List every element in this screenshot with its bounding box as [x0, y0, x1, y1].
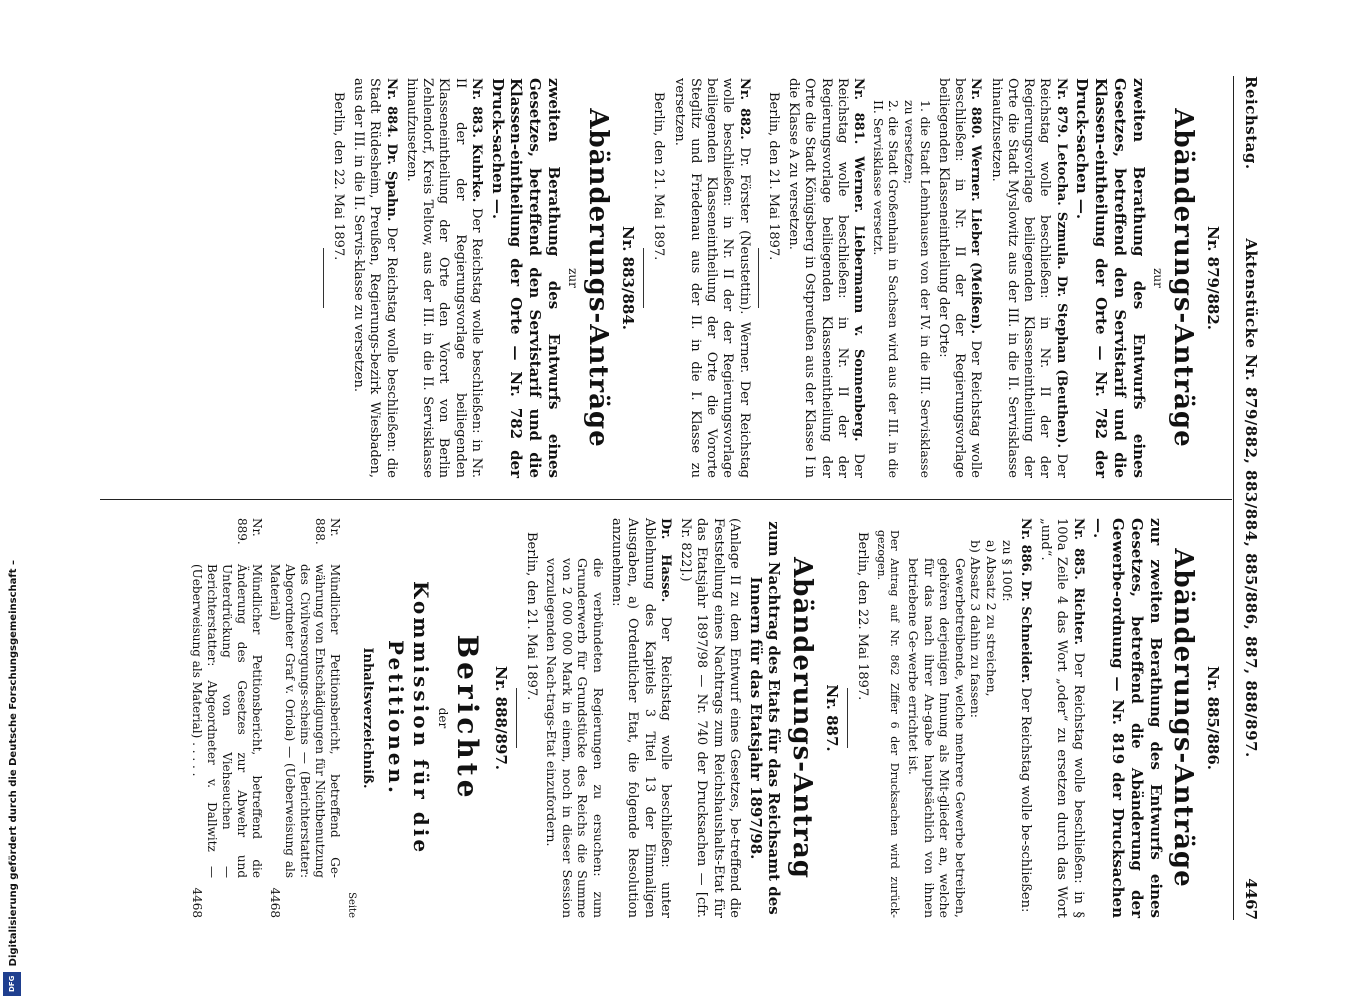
toc-number: Nr. 889. [234, 518, 264, 545]
entry-quote: die verbündeten Regierungen zu ersuchen: zum Grunderwerb für Grundstücke des Reichs die Summe von 2 000 000 Mark in einem, noch in dieser Session vorzulegenden Nach-trags-Etat einzufordern. [543, 558, 606, 918]
entry-880 [934, 78, 983, 478]
entry-881 [785, 78, 866, 478]
separator-rule [846, 688, 847, 748]
entry-text: Der Reichstag wolle beschließen: in Nr. II der der Regierungsvorlage beiliegenden Klasseneintheilung der Orte: [935, 78, 983, 478]
column-divider [100, 499, 1232, 500]
page-number: 4467 [1241, 878, 1260, 920]
entry-number: Nr. 879. [1053, 78, 1069, 138]
entry-date: Berlin, den 21. Mai 1897. [765, 92, 781, 261]
entry-number: Nr. 882. [736, 78, 752, 140]
section-number: Nr. 885/886. [1203, 665, 1222, 770]
entry-authors: Dr. Spahn. [383, 143, 399, 222]
entry-authors: Dr. Förster (Neustettin). Werner. [736, 147, 752, 374]
digitization-sidebar [0, 0, 26, 1000]
entry-quote: Gewerbetreibende, welche mehrere Gewerbe betreiben, gehören derjenigen Innung als Mit-glieder an, welche für das nach ihrer An-gabe hauptsächlich von ihnen betriebene Ge-werbe errichtet ist. [905, 558, 968, 918]
header-rule [1233, 76, 1234, 920]
entry-date: Berlin, den 22. Mai 1897. [854, 532, 870, 701]
entry-item: 1. die Stadt Lehnhausen von der IV. in die III. Servisklasse zu versetzen; [901, 100, 933, 478]
section-title: Abänderungs-Anträge [1167, 108, 1198, 448]
separator-rule [757, 248, 758, 308]
entry-883 [402, 78, 483, 478]
toc-row [266, 518, 341, 918]
entry-text: Der Reichstag wolle beschließen: in § 100a Zeile 4 das Wort „oder“ zu ersetzen durch das Wort „und“. [1037, 518, 1086, 918]
section-zur: zur [1150, 268, 1165, 288]
toc-number: Nr. 888. [312, 518, 342, 545]
toc-text: Mündlicher Petitionsbericht, betreffend die Änderung des Gesetzes zur Abwehr und Unterdrückung von Viehseuchen — Berichterstatter: Abgeordneter v. Dallwitz — (Ueberweisung als Material) . . . . . [189, 564, 264, 878]
entry-authors: Dr. Schneider. [1017, 580, 1033, 684]
entry-884 [350, 78, 399, 478]
separator-rule [322, 248, 323, 308]
section-der: der [435, 707, 450, 729]
entry-886 [1016, 518, 1032, 918]
toc-text: Mündlicher Petitionsbericht, betreffend Ge-währung von Entschädigungen für Nichtbenutzung des Civilversorgungs-scheins — (Berichterstatter: Abgeordneter Graf v. Oriola) — (Ueberweisung als Material) [267, 564, 342, 878]
separator-rule [516, 688, 517, 748]
entry-number: Nr. 880. [968, 78, 983, 139]
entry-887 [607, 518, 672, 918]
left-column [316, 78, 1227, 478]
digitization-credit: Digitalisierung gefördert durch die Deutsche Forschungsgemeinschaft – [7, 559, 19, 966]
section-number: Nr. 888/897. [491, 665, 510, 770]
entry-authors: Kuhrke. [468, 143, 484, 203]
section-subtitle: zur zweiten Berathung des Entwurfs eines Gesetzes, betreffend die Abänderung der Gewerbe-ordnung — Nr. 819 der Drucksachen —. [1090, 518, 1165, 918]
entry-885 [1037, 518, 1086, 918]
toc-page: 4468 [189, 887, 204, 918]
section-title: Berichte [450, 634, 484, 802]
entry-text: Der Reichstag wolle beschließen: in Nr. II der der Regierungsvorlage beiliegenden Klasseneintheilung der Orte die Stadt Königsberg in Ostpreußen aus der Klasse I in die Klasse A zu versetzen. [785, 78, 866, 478]
entry-text: Der Reichstag wolle beschließen: in Nr. II der der Regierungsvorlage beiliegenden Klasseneintheilung der Orte die Vororte Steglitz und Friedenau aus der II. in die I. Klasse zu versetzen. [671, 78, 752, 478]
entry-text: Der Reichstag wolle be-schließen: [1017, 687, 1033, 913]
dfg-logo-icon: DFG [3, 972, 21, 996]
entry-text: Der Reichstag wolle beschließen: unter Ablehnung des Kapitels 3 Titel 13 der Einmaligen Ausgaben, a) Ordentlicher Etat, die folgende Resolution anzunehmen: [608, 518, 673, 918]
entry-text: Der Reichstag wolle beschließen: die Stadt Rüdesheim, Preußen, Regierungs-bezirk Wiesbaden, aus der III. in die II. Servis-klasse zu versetzen. [350, 78, 399, 478]
section-subtitle: zum Nachtrag des Etats für das Reichsamt des Innern für das Etatsjahr 1897/98. [746, 521, 783, 915]
header-left: Reichstag. [1241, 76, 1260, 170]
section-number: Nr. 879/882. [1203, 225, 1222, 330]
entry-item: zu § 100f: [999, 540, 1015, 602]
toc-title: Inhaltsverzeichniß. [359, 647, 375, 789]
entry-number: Nr. 886. [1017, 518, 1033, 577]
section-title: Abänderungs-Anträge [583, 108, 613, 448]
entry-note: Der Antrag auf Nr. 862 Ziffer 6 der Drucksachen wird zurück-gezogen. [874, 530, 901, 918]
section-subtitle: Kommission für die Petitionen. [383, 580, 433, 856]
entry-authors: Richter. [1070, 587, 1086, 646]
toc-page: 4468 [267, 887, 282, 918]
entry-date: Berlin, den 21. Mai 1897. [651, 92, 666, 261]
entry-text: Der Reichstag wolle beschließen: in Nr. II der der Regierungsvorlage beiliegenden Klasseneintheilung der Orte den Vorort von Berlin Zehlendorf, Kreis Teltow, aus der III. in die II. Servisklasse hinaufzusetzen. [403, 78, 484, 478]
section-subtitle: zweiten Berathung des Entwurfs eines Gesetzes, betreffend den Servistarif und die Klassen-eintheilung der Orte — Nr. 782 der Druck-sachen —. [488, 78, 563, 478]
section-parenthetical: (Anlage II zu dem Entwurf eines Gesetzes, be-treffend die Feststellung eines Nachtrags zum Reichshaushalts-Etat für das Etatsjahr 1897/98 — Nr. 740 der Drucksachen — [cfr. Nr. 822].) [677, 518, 742, 918]
section-zur: zur [565, 268, 580, 288]
header-center: Aktenstücke Nr. 879/882, 883/884, 885/886, 887, 888/897. [1241, 238, 1260, 758]
entry-date: Berlin, den 22. Mai 1897. [330, 92, 346, 261]
toc-row [188, 518, 263, 918]
entry-authors: Werner. Liebermann v. Sonnenberg. [850, 156, 866, 442]
entry-authors: Werner. Lieber (Meißen). [968, 145, 983, 334]
entry-882 [670, 78, 751, 478]
right-column [185, 518, 1227, 918]
separator-rule [643, 248, 644, 308]
entry-number: Nr. 881. [850, 78, 866, 145]
entry-authors: Letocha. Szmula. Dr. Stephan (Beuthen). [1053, 143, 1069, 448]
entry-879 [987, 78, 1068, 478]
document-page [82, 50, 1272, 950]
entry-authors: Dr. Hasse. [657, 518, 673, 603]
section-number: Nr. 883/884. [618, 225, 637, 330]
toc-seite-label: Seite [345, 892, 357, 918]
entry-number: Nr. 884. [383, 78, 399, 138]
entry-number: Nr. 885. [1070, 518, 1086, 580]
entry-number: Nr. 883. [468, 78, 484, 138]
section-number: Nr. 887. [822, 684, 841, 752]
entry-item: a) Absatz 2 zu streichen, [983, 540, 999, 697]
entry-item: 2. die Stadt Großenhain in Sachsen wird aus der III. in die II. Servisklasse versetzt. [870, 100, 901, 478]
section-subtitle: zweiten Berathung des Entwurfs eines Gesetzes, betreffend den Servistarif und die Klassen-eintheilung der Orte — Nr. 782 der Druck-sachen —. [1073, 78, 1148, 478]
entry-item: b) Absatz 3 dahin zu fassen: [968, 540, 983, 718]
section-title: Abänderungs-Antrag [786, 557, 817, 879]
section-title: Abänderungs-Anträge [1167, 548, 1198, 888]
running-header [1238, 76, 1260, 920]
entry-date: Berlin, den 21. Mai 1897. [523, 532, 539, 701]
entry-text: Der Reichstag wolle beschließen: in Nr. II der der Regierungsvorlage beiliegenden Klasseneintheilung der Orte die Stadt Myslowitz aus der III. in die II. Servisklasse hinaufzusetzen. [988, 78, 1069, 478]
